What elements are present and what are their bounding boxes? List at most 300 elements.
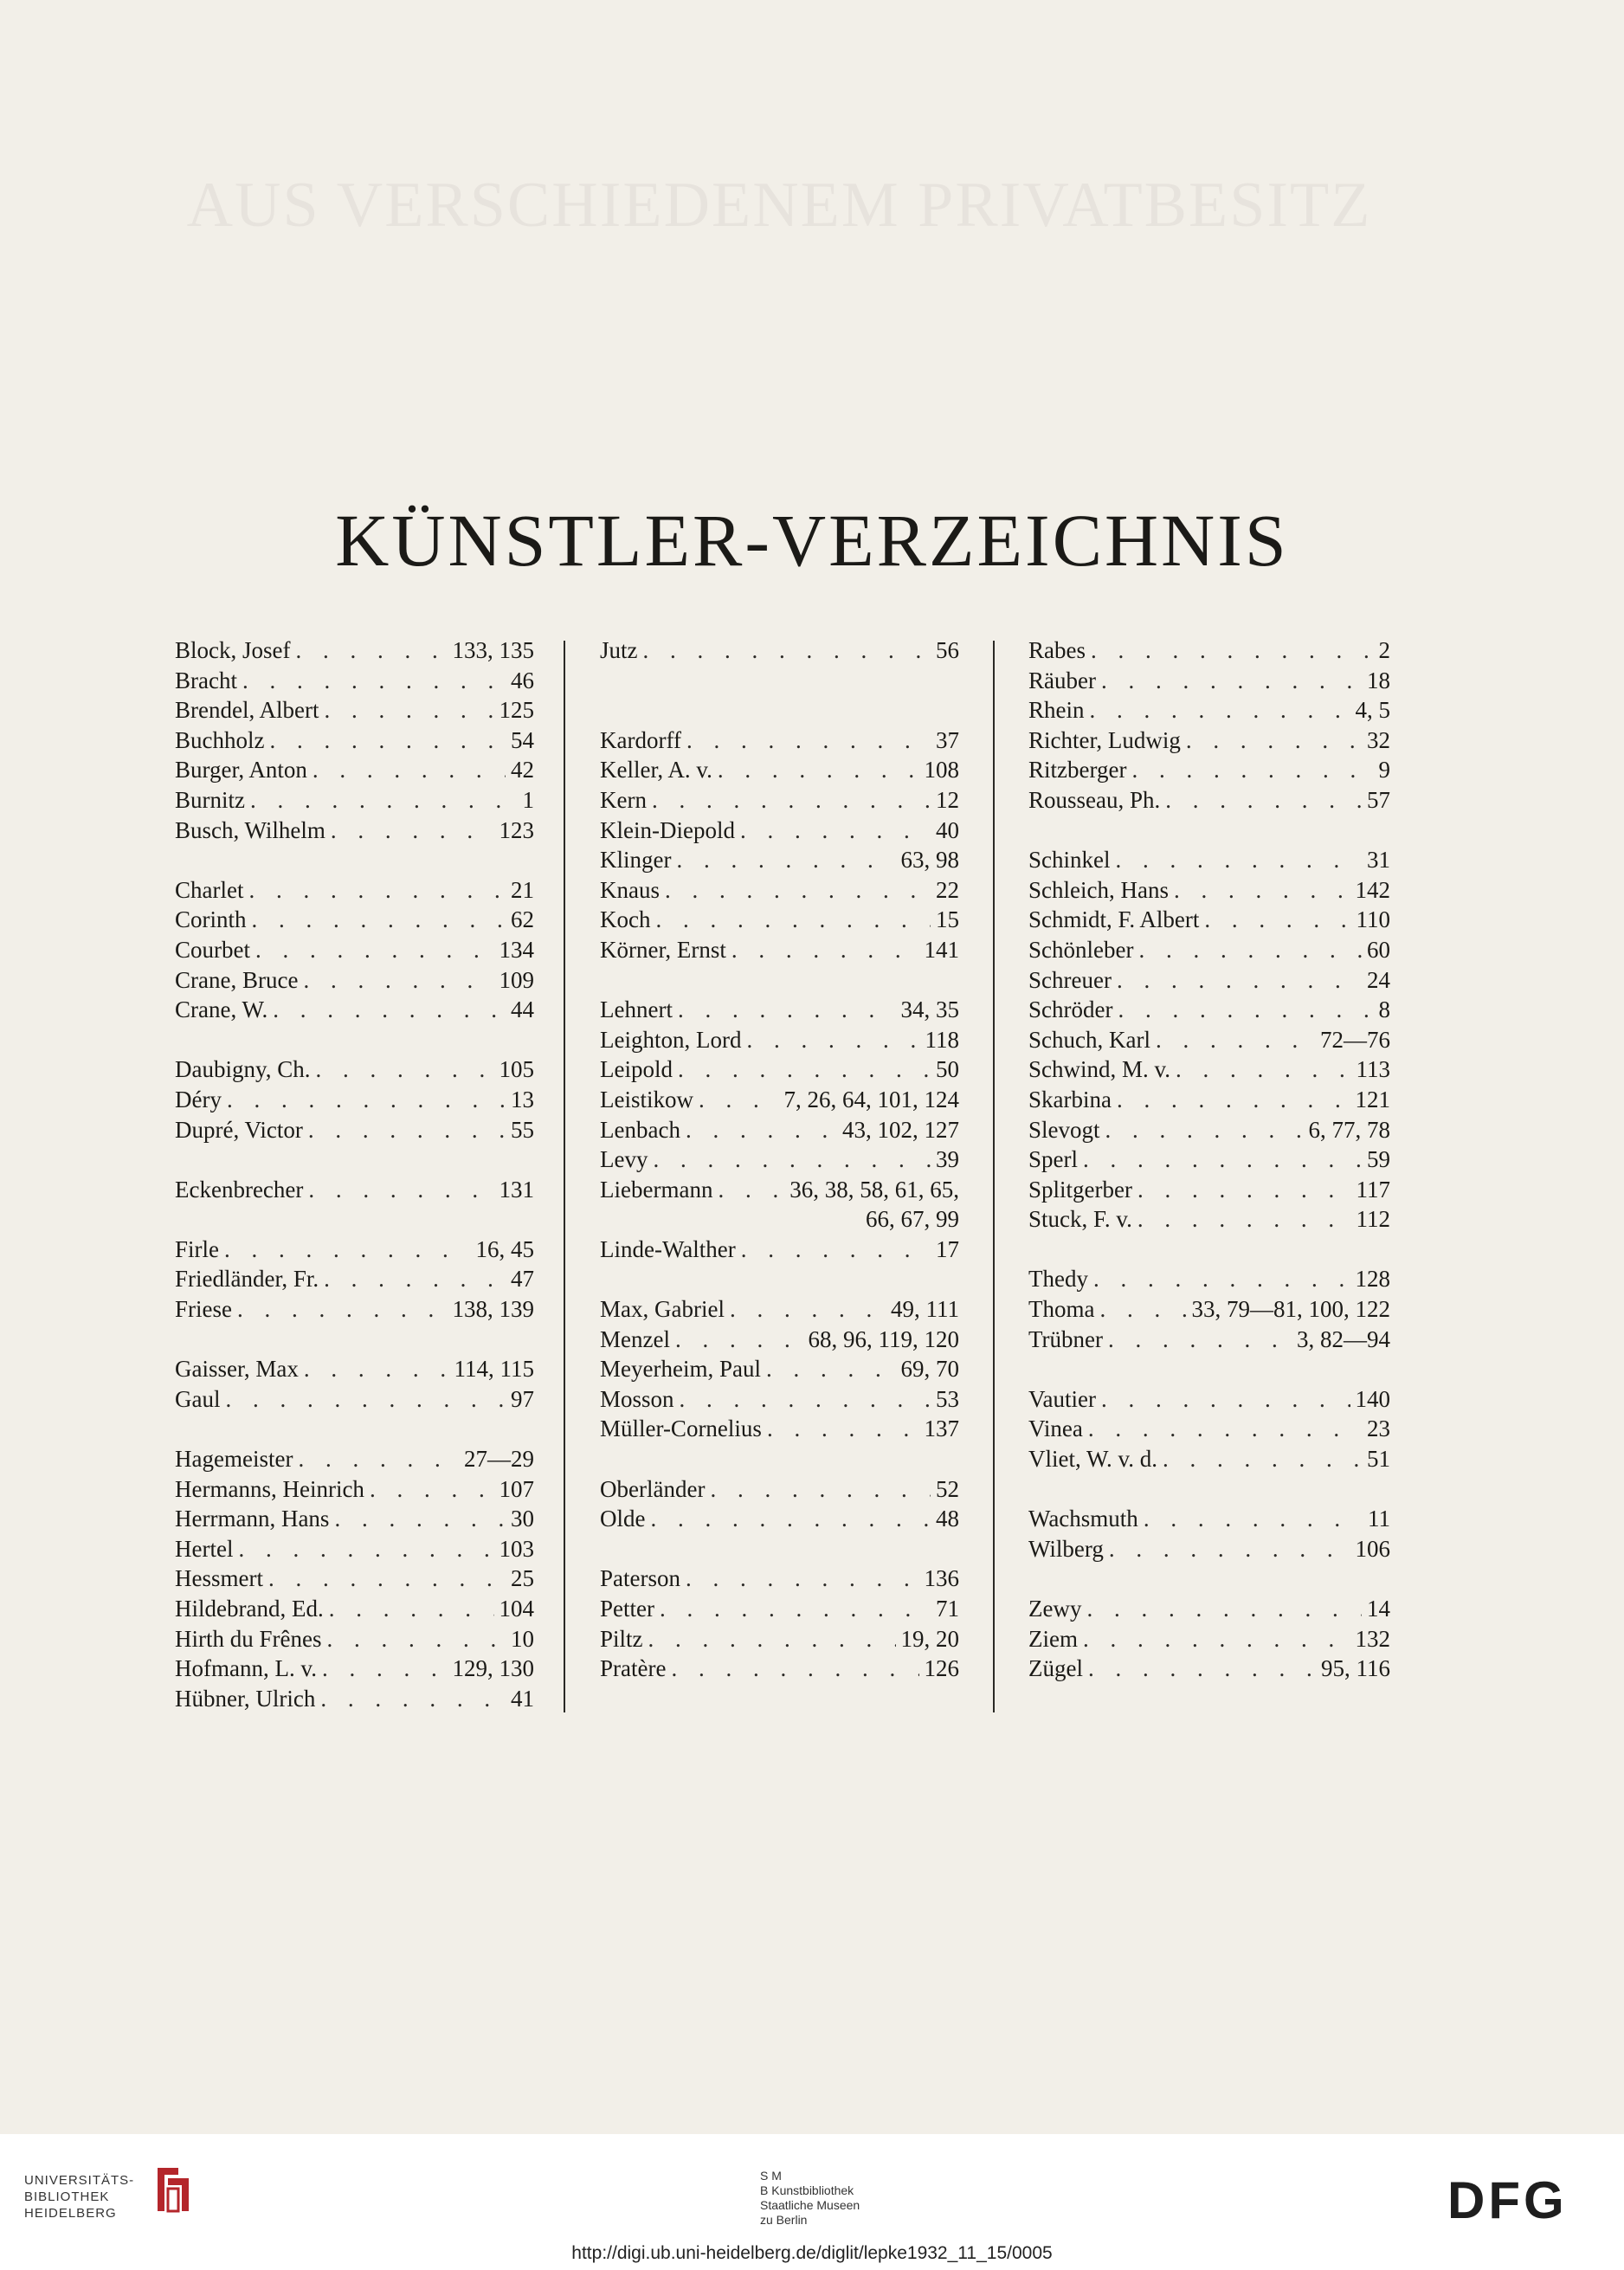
footer-bar — [0, 2134, 1624, 2270]
artist-name: Kardorff — [600, 726, 681, 753]
dot-leader — [273, 995, 506, 1025]
dot-leader — [1156, 1025, 1315, 1055]
index-spacer — [1028, 1235, 1390, 1265]
page-numbers: 71 — [936, 1596, 959, 1622]
bleed-through-title: AUS VERSCHIEDENEM PRIVATBESITZ — [186, 170, 1372, 241]
artist-name: Schinkel — [1028, 847, 1111, 874]
dot-leader — [238, 1534, 493, 1564]
page-numbers: 142 — [1355, 876, 1390, 903]
dot-leader — [686, 1115, 837, 1145]
page-numbers: 66, 67, 99 — [866, 1206, 959, 1233]
page-numbers: 105 — [499, 1056, 534, 1083]
artist-name: Schreuer — [1028, 966, 1112, 993]
dot-leader — [252, 905, 506, 935]
dot-leader — [1174, 875, 1350, 906]
page-numbers: 59 — [1367, 1146, 1390, 1173]
index-entry — [600, 1145, 959, 1175]
museum-credit — [760, 2169, 860, 2228]
index-spacer — [175, 1325, 534, 1355]
page-numbers: 60 — [1367, 936, 1390, 963]
page-numbers: 50 — [936, 1056, 959, 1083]
page-numbers: 36, 38, 58, 61, 65, — [789, 1176, 959, 1203]
dot-leader — [298, 1444, 459, 1474]
page-numbers: 21 — [511, 876, 534, 903]
dot-leader — [370, 1474, 494, 1505]
page-numbers: 123 — [499, 816, 534, 843]
dot-leader — [269, 725, 506, 756]
page-numbers: 6, 77, 78 — [1308, 1116, 1390, 1143]
dot-leader — [1186, 725, 1362, 756]
dot-leader — [655, 905, 931, 935]
page-numbers: 12 — [936, 786, 959, 813]
artist-name: Linde-Walther — [600, 1235, 736, 1262]
artist-name: Gaul — [175, 1385, 221, 1412]
dot-leader — [316, 1054, 494, 1085]
artist-name: Skarbina — [1028, 1086, 1112, 1112]
artist-name: Klein-Diepold — [600, 816, 735, 843]
dot-leader — [1105, 1115, 1304, 1145]
index-spacer — [600, 1534, 959, 1564]
page-numbers: 8 — [1378, 996, 1390, 1023]
artist-name: Brendel, Albert — [175, 697, 319, 724]
page-numbers: 131 — [499, 1176, 534, 1203]
dot-leader — [248, 875, 506, 906]
dot-leader — [731, 935, 919, 965]
page-numbers: 2 — [1378, 637, 1390, 663]
index-entry — [175, 1384, 534, 1415]
page-numbers: 62 — [511, 906, 534, 933]
artist-name: Jutz — [600, 637, 638, 663]
page-numbers: 7, 26, 64, 101, 124 — [783, 1086, 959, 1112]
page-numbers: 44 — [511, 996, 534, 1023]
artist-name: Charlet — [175, 876, 244, 903]
artist-name: Wilberg — [1028, 1535, 1104, 1562]
artist-name: Schröder — [1028, 996, 1113, 1023]
dot-leader — [1163, 1444, 1362, 1474]
index-entry — [175, 875, 534, 906]
index-entry — [600, 785, 959, 816]
artist-name: Klinger — [600, 847, 672, 874]
index-entry — [175, 1354, 534, 1384]
artist-name: Schuch, Karl — [1028, 1026, 1150, 1053]
dot-leader — [671, 1654, 918, 1684]
page-numbers: 133, 135 — [452, 637, 534, 663]
index-spacer — [175, 1025, 534, 1055]
dot-leader — [1117, 1085, 1350, 1115]
artist-name: Olde — [600, 1506, 646, 1532]
dfg-logo[interactable]: DFG — [1447, 2171, 1568, 2229]
artist-name: Ziem — [1028, 1625, 1078, 1652]
artist-name: Thedy — [1028, 1266, 1088, 1293]
dot-leader — [268, 1564, 506, 1594]
index-entry — [175, 1294, 534, 1325]
artist-name: Friedländer, Fr. — [175, 1266, 319, 1293]
credit-line: B Kunstbibliothek — [760, 2183, 854, 2197]
artist-name: Keller, A. v. — [600, 757, 712, 784]
page-numbers: 126 — [924, 1655, 959, 1682]
dot-leader — [710, 1474, 931, 1505]
index-entry — [1028, 1204, 1390, 1235]
artist-name: Trübner — [1028, 1325, 1104, 1352]
page-numbers: 138, 139 — [452, 1296, 534, 1323]
page-numbers: 141 — [924, 936, 959, 963]
dot-leader — [1137, 1204, 1351, 1235]
page-numbers: 97 — [511, 1385, 534, 1412]
page-numbers: 14 — [1367, 1596, 1390, 1622]
index-entry — [600, 905, 959, 935]
dot-leader — [1090, 695, 1350, 725]
artist-name: Vautier — [1028, 1385, 1096, 1412]
artist-name: Gaisser, Max — [175, 1356, 299, 1383]
index-entry — [175, 935, 534, 965]
dot-leader — [1137, 1175, 1351, 1205]
index-entry — [600, 725, 959, 756]
artist-name: Knaus — [600, 876, 660, 903]
page-numbers: 52 — [936, 1475, 959, 1502]
index-entry — [600, 1325, 959, 1355]
index-entry — [1028, 875, 1390, 906]
page-numbers: 137 — [924, 1416, 959, 1442]
index-entry — [175, 1504, 534, 1534]
dot-leader — [740, 816, 931, 846]
artist-name: Hertel — [175, 1535, 234, 1562]
artist-name: Zügel — [1028, 1655, 1083, 1682]
index-entry — [1028, 1145, 1390, 1175]
page-numbers: 48 — [936, 1506, 959, 1532]
credit-line: S M — [760, 2169, 782, 2183]
index-entry — [175, 1175, 534, 1205]
uni-line: BIBLIOTHEK — [24, 2189, 110, 2204]
page-numbers: 17 — [936, 1235, 959, 1262]
index-entry — [1028, 1054, 1390, 1085]
dot-leader — [242, 666, 506, 696]
dot-leader — [326, 1624, 506, 1654]
dot-leader — [678, 995, 896, 1025]
index-entry — [175, 1684, 534, 1714]
dot-leader — [303, 965, 493, 996]
artist-name: Hübner, Ulrich — [175, 1685, 316, 1712]
artist-name: Vliet, W. v. d. — [1028, 1446, 1158, 1473]
dot-leader — [686, 725, 931, 756]
index-entry — [1028, 1294, 1390, 1325]
artist-name: Lehnert — [600, 996, 673, 1023]
artist-name: Schleich, Hans — [1028, 876, 1169, 903]
page-numbers: 19, 20 — [900, 1625, 959, 1652]
artist-name: Paterson — [600, 1565, 680, 1592]
page-numbers: 136 — [924, 1565, 959, 1592]
artist-name: Busch, Wilhelm — [175, 816, 325, 843]
artist-name: Bracht — [175, 667, 237, 693]
artist-name: Thoma — [1028, 1296, 1095, 1323]
dot-leader — [1088, 1654, 1316, 1684]
index-entry — [175, 725, 534, 756]
index-entry — [175, 1444, 534, 1474]
artist-name: Leipold — [600, 1056, 673, 1083]
page-numbers: 10 — [511, 1625, 534, 1652]
page-numbers: 34, 35 — [900, 996, 959, 1023]
index-entry — [600, 1624, 959, 1654]
page-numbers: 46 — [511, 667, 534, 693]
dot-leader — [678, 1054, 931, 1085]
page-numbers: 72—76 — [1320, 1026, 1390, 1053]
artist-name: Mosson — [600, 1385, 674, 1412]
artist-name: Sperl — [1028, 1146, 1078, 1173]
index-entry — [600, 1474, 959, 1505]
index-entry — [175, 1564, 534, 1594]
index-spacer — [600, 965, 959, 996]
dot-leader — [1101, 666, 1362, 696]
dot-leader — [1204, 905, 1350, 935]
artist-name: Firle — [175, 1235, 219, 1262]
dot-leader — [250, 785, 518, 816]
index-entry — [600, 1025, 959, 1055]
artist-name: Piltz — [600, 1625, 643, 1652]
artist-name: Friese — [175, 1296, 232, 1323]
dot-leader — [730, 1294, 886, 1325]
source-url-link[interactable]: http://digi.ub.uni-heidelberg.de/diglit/lepke1932_11_15/0005 — [571, 2243, 1053, 2263]
dot-leader — [675, 1325, 803, 1355]
index-entry — [600, 1115, 959, 1145]
dot-leader — [1138, 935, 1362, 965]
dot-leader — [227, 1085, 506, 1115]
dot-leader — [652, 785, 931, 816]
dot-leader — [1144, 1504, 1363, 1534]
page-numbers: 23 — [1367, 1416, 1390, 1442]
index-entry — [175, 666, 534, 696]
dot-leader — [1093, 1264, 1350, 1294]
index-entry — [1028, 1414, 1390, 1444]
artist-name: Petter — [600, 1596, 654, 1622]
university-logo-icon[interactable] — [152, 2163, 194, 2216]
page-numbers: 41 — [511, 1685, 534, 1712]
artist-name: Meyerheim, Paul — [600, 1356, 761, 1383]
index-entry — [1028, 845, 1390, 875]
index-entry — [175, 1624, 534, 1654]
dot-leader — [255, 935, 494, 965]
index-entry — [600, 1384, 959, 1415]
dot-leader — [660, 1594, 931, 1624]
dot-leader — [1086, 1594, 1362, 1624]
dot-leader — [1165, 785, 1362, 816]
index-entry — [600, 935, 959, 965]
page-numbers: 95, 116 — [1321, 1655, 1390, 1682]
dot-leader — [1176, 1054, 1350, 1085]
page-numbers: 22 — [936, 876, 959, 903]
artist-name: Ritzberger — [1028, 757, 1127, 784]
artist-name: Stuck, F. v. — [1028, 1206, 1132, 1233]
artist-name: Rabes — [1028, 637, 1086, 663]
index-entry — [1028, 785, 1390, 816]
page-numbers: 27—29 — [464, 1446, 534, 1473]
index-entry — [1028, 725, 1390, 756]
dot-leader — [225, 1384, 506, 1415]
dot-leader — [224, 1235, 471, 1265]
index-entry — [600, 1235, 959, 1265]
page-numbers: 57 — [1367, 786, 1390, 813]
index-entry — [1028, 1504, 1390, 1534]
index-entry — [1028, 935, 1390, 965]
artist-name: Zewy — [1028, 1596, 1082, 1622]
index-entry — [1028, 905, 1390, 935]
artist-name: Menzel — [600, 1325, 670, 1352]
index-entry — [175, 905, 534, 935]
dot-leader — [686, 1564, 919, 1594]
credit-line: Staatliche Museen — [760, 2198, 860, 2212]
page-numbers: 24 — [1367, 966, 1390, 993]
index-entry — [1028, 1264, 1390, 1294]
artist-name: Hermanns, Heinrich — [175, 1475, 364, 1502]
index-spacer — [175, 1204, 534, 1235]
page-numbers: 104 — [499, 1596, 534, 1622]
index-spacer — [1028, 1474, 1390, 1505]
artist-name: Rousseau, Ph. — [1028, 786, 1161, 813]
index-entry — [175, 1085, 534, 1115]
artist-name: Daubigny, Ch. — [175, 1056, 311, 1083]
artist-name: Schwind, M. v. — [1028, 1056, 1171, 1083]
page-numbers: 109 — [499, 966, 534, 993]
index-entry — [175, 1594, 534, 1624]
index-entry — [1028, 1624, 1390, 1654]
page-numbers: 33, 79—81, 100, 122 — [1191, 1296, 1390, 1323]
page-numbers: 129, 130 — [452, 1655, 534, 1682]
artist-name: Hessmert — [175, 1565, 263, 1592]
artist-name: Rhein — [1028, 697, 1085, 724]
index-spacer — [600, 695, 959, 725]
artist-name: Leighton, Lord — [600, 1026, 742, 1053]
index-entry — [1028, 1025, 1390, 1055]
index-entry — [175, 816, 534, 846]
artist-name: Räuber — [1028, 667, 1096, 693]
dot-leader — [1116, 845, 1363, 875]
artist-name: Müller-Cornelius — [600, 1416, 762, 1442]
dot-leader — [329, 1594, 494, 1624]
index-entry — [600, 1294, 959, 1325]
index-entry — [600, 1085, 959, 1115]
index-column-2 — [600, 635, 959, 1684]
page-title: KÜNSTLER-VERZEICHNIS — [335, 499, 1289, 582]
index-entry — [600, 845, 959, 875]
page-numbers: 37 — [936, 726, 959, 753]
index-entry — [1028, 1085, 1390, 1115]
dot-leader — [653, 1145, 931, 1175]
artist-name: Wachsmuth — [1028, 1506, 1138, 1532]
artist-name: Slevogt — [1028, 1116, 1100, 1143]
index-entry — [600, 1504, 959, 1534]
dot-leader — [718, 1175, 784, 1205]
index-spacer — [1028, 816, 1390, 846]
artist-name: Max, Gabriel — [600, 1296, 725, 1323]
index-entry — [1028, 1654, 1390, 1684]
artist-name: Splitgerber — [1028, 1176, 1132, 1203]
dot-leader — [322, 1654, 448, 1684]
dot-leader — [1101, 1384, 1350, 1415]
index-entry — [175, 1054, 534, 1085]
artist-name: Dupré, Victor — [175, 1116, 303, 1143]
dot-leader — [650, 1504, 931, 1534]
index-entry-continuation — [600, 1204, 959, 1235]
index-entry — [175, 1654, 534, 1684]
page-numbers: 15 — [936, 906, 959, 933]
page-numbers: 68, 96, 119, 120 — [808, 1325, 959, 1352]
dot-leader — [1088, 1414, 1362, 1444]
index-entry — [1028, 1115, 1390, 1145]
index-spacer — [175, 1145, 534, 1175]
index-entry — [175, 965, 534, 996]
index-entry — [175, 995, 534, 1025]
artist-name: Herrmann, Hans — [175, 1506, 330, 1532]
artist-name: Hildebrand, Ed. — [175, 1596, 324, 1622]
dot-leader — [313, 755, 506, 785]
dot-leader — [237, 1294, 448, 1325]
page-numbers: 134 — [499, 936, 534, 963]
index-entry — [1028, 1594, 1390, 1624]
dot-leader — [741, 1235, 931, 1265]
dot-leader — [1131, 755, 1373, 785]
page-numbers: 114, 115 — [454, 1356, 534, 1383]
index-entry — [1028, 695, 1390, 725]
dot-leader — [665, 875, 931, 906]
index-entry — [175, 785, 534, 816]
index-entry — [600, 1054, 959, 1085]
page-numbers: 112 — [1356, 1206, 1390, 1233]
index-entry — [1028, 635, 1390, 666]
page-numbers: 51 — [1367, 1446, 1390, 1473]
page-numbers: 103 — [499, 1535, 534, 1562]
index-entry — [175, 1235, 534, 1265]
page-numbers: 69, 70 — [900, 1356, 959, 1383]
index-spacer — [175, 1414, 534, 1444]
artist-name: Lenbach — [600, 1116, 680, 1143]
artist-name: Burnitz — [175, 786, 245, 813]
dot-leader — [1108, 1325, 1292, 1355]
dot-leader — [1099, 1294, 1186, 1325]
dot-leader — [1109, 1534, 1350, 1564]
index-spacer — [600, 666, 959, 696]
university-library-name[interactable] — [24, 2172, 134, 2222]
index-spacer — [1028, 1354, 1390, 1384]
index-entry — [600, 1654, 959, 1684]
page-numbers: 1 — [522, 786, 534, 813]
artist-name: Leistikow — [600, 1086, 693, 1112]
page-numbers: 11 — [1368, 1506, 1390, 1532]
dot-leader — [648, 1624, 896, 1654]
index-entry — [600, 1594, 959, 1624]
dot-leader — [766, 1354, 896, 1384]
artist-name: Déry — [175, 1086, 222, 1112]
dot-leader — [718, 755, 919, 785]
index-entry — [1028, 1325, 1390, 1355]
dot-leader — [767, 1414, 919, 1444]
artist-name: Oberländer — [600, 1475, 706, 1502]
page-numbers: 18 — [1367, 667, 1390, 693]
page-numbers: 47 — [511, 1266, 534, 1293]
dot-leader — [699, 1085, 779, 1115]
dot-leader — [1083, 1145, 1362, 1175]
page-numbers: 118 — [925, 1026, 959, 1053]
artist-name: Hofmann, L. v. — [175, 1655, 317, 1682]
index-column-1 — [175, 635, 534, 1713]
dot-leader — [295, 635, 447, 666]
index-entry — [1028, 666, 1390, 696]
index-entry — [600, 995, 959, 1025]
dot-leader — [680, 1384, 931, 1415]
index-entry — [600, 755, 959, 785]
page-numbers: 49, 111 — [891, 1296, 959, 1323]
index-spacer — [1028, 1564, 1390, 1594]
artist-name: Corinth — [175, 906, 247, 933]
index-entry — [600, 1564, 959, 1594]
artist-name: Hagemeister — [175, 1446, 293, 1473]
